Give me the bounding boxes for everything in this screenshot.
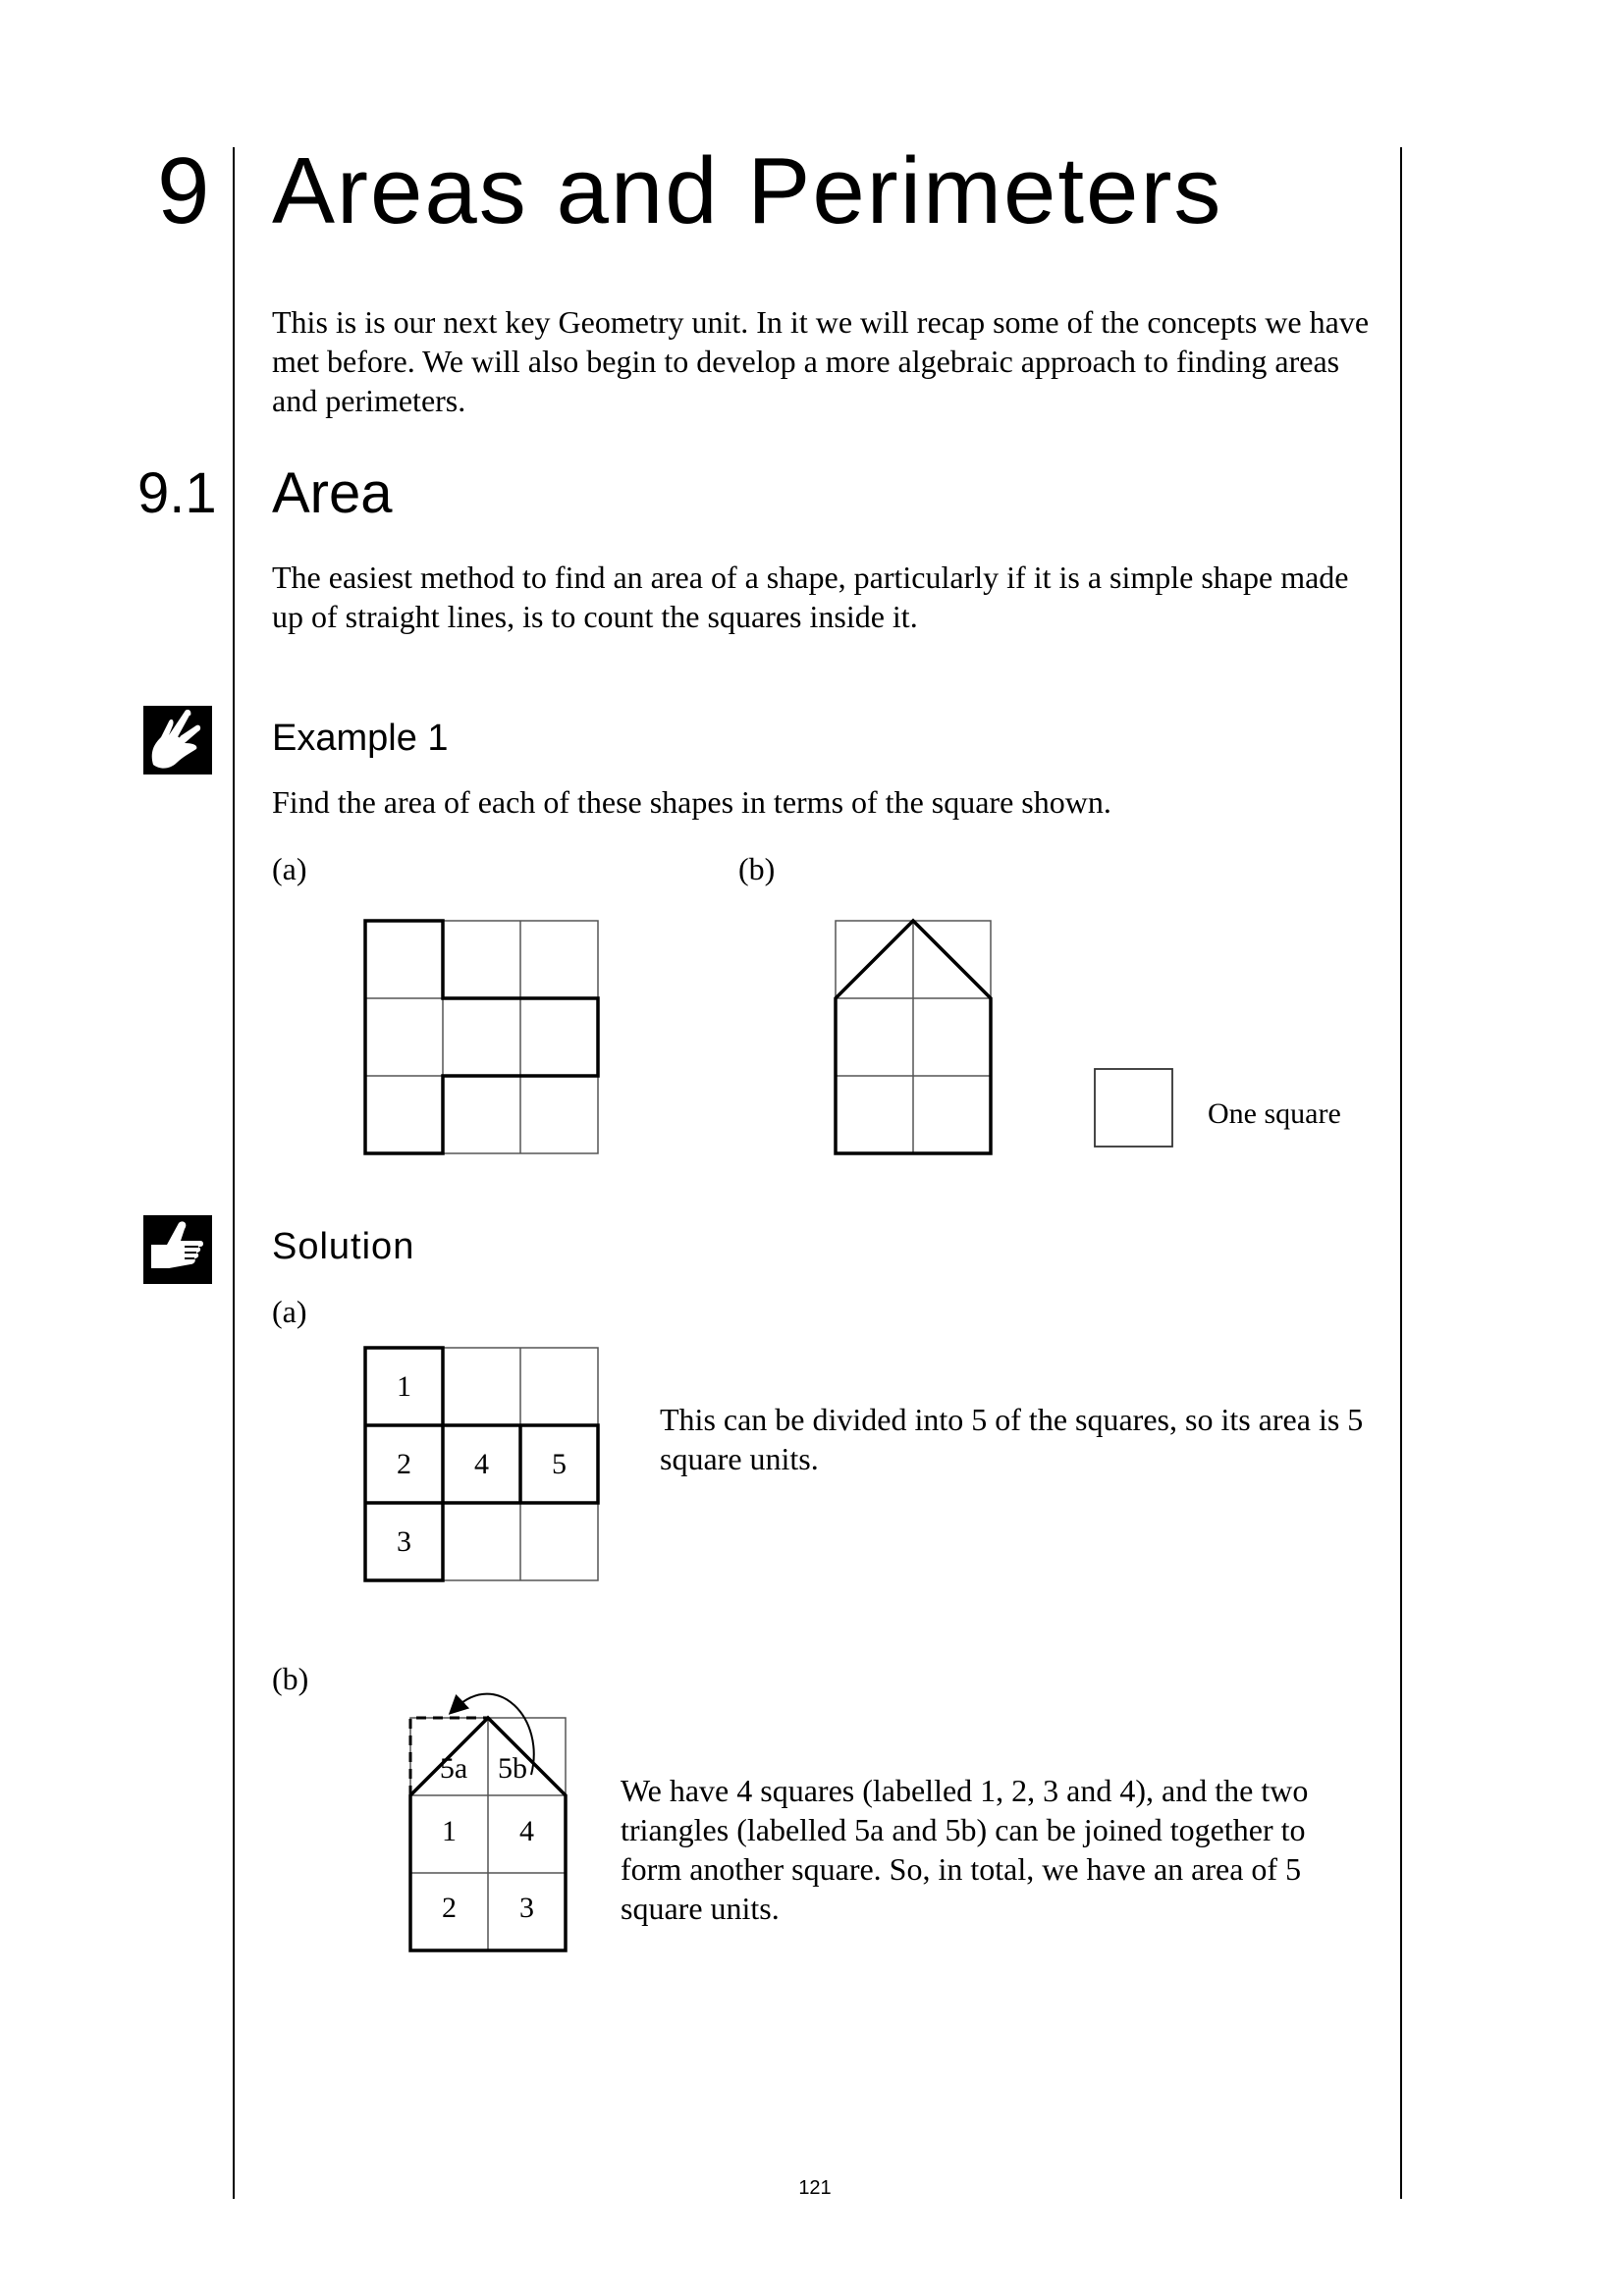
solution-a-cell-label: 3 — [397, 1525, 411, 1558]
unit-square-label: One square — [1208, 1097, 1341, 1130]
thumbs-up-hand-icon — [139, 1211, 216, 1288]
solution-part-a-label: (a) — [272, 1294, 307, 1329]
solution-b-cell-label: 2 — [442, 1892, 457, 1924]
solution-a-cell-label: 4 — [474, 1448, 489, 1480]
page-number: 121 — [798, 2177, 832, 2199]
solution-a-cell-label: 5 — [552, 1448, 567, 1480]
section-title: Area — [272, 461, 393, 525]
right-margin-rule — [1400, 147, 1402, 2199]
example-heading: Example 1 — [272, 718, 449, 759]
chapter-intro: This is is our next key Geometry unit. In it we will recap some of the concepts we have met before. We will also begin to develop a more algebraic approach to finding areas and perimeters. — [272, 304, 1370, 418]
solution-b-cell-label: 5b — [498, 1752, 527, 1785]
solution-a-cell-label: 2 — [397, 1448, 411, 1480]
solution-part-b-label: (b) — [272, 1661, 309, 1696]
unit-square — [1093, 1067, 1175, 1149]
example-part-a-label: (a) — [272, 851, 307, 886]
section-number: 9.1 — [137, 461, 217, 525]
solution-b-cell-label: 5a — [439, 1752, 468, 1785]
solution-b-explanation: We have 4 squares (labelled 1, 2, 3 and 4), and the two triangles (labelled 5a and 5b) can be joined together to form another square. So, in total, we have an area of 5 square units. — [621, 1773, 1309, 1926]
solution-a-cell-label: 1 — [397, 1370, 411, 1403]
solution-b-cell-label: 4 — [519, 1815, 534, 1847]
chapter-title: Areas and Perimeters — [272, 138, 1223, 243]
section-intro: The easiest method to find an area of a shape, particularly if it is a simple shape made up of straight lines, is to count the squares inside it. — [272, 560, 1349, 634]
example-a-shape — [363, 919, 601, 1156]
example-part-b-label: (b) — [738, 851, 776, 886]
pointing-hand-icon — [139, 704, 216, 776]
solution-heading: Solution — [272, 1226, 415, 1267]
solution-b-cell-label: 1 — [442, 1815, 457, 1847]
left-margin-rule — [233, 147, 235, 2199]
chapter-number: 9 — [157, 138, 210, 243]
example-b-shape — [834, 919, 993, 1156]
solution-a-explanation: This can be divided into 5 of the squares, so its area is 5 square units. — [660, 1402, 1364, 1476]
solution-b-cell-label: 3 — [519, 1892, 534, 1924]
example-question: Find the area of each of these shapes in terms of the square shown. — [272, 784, 1111, 820]
